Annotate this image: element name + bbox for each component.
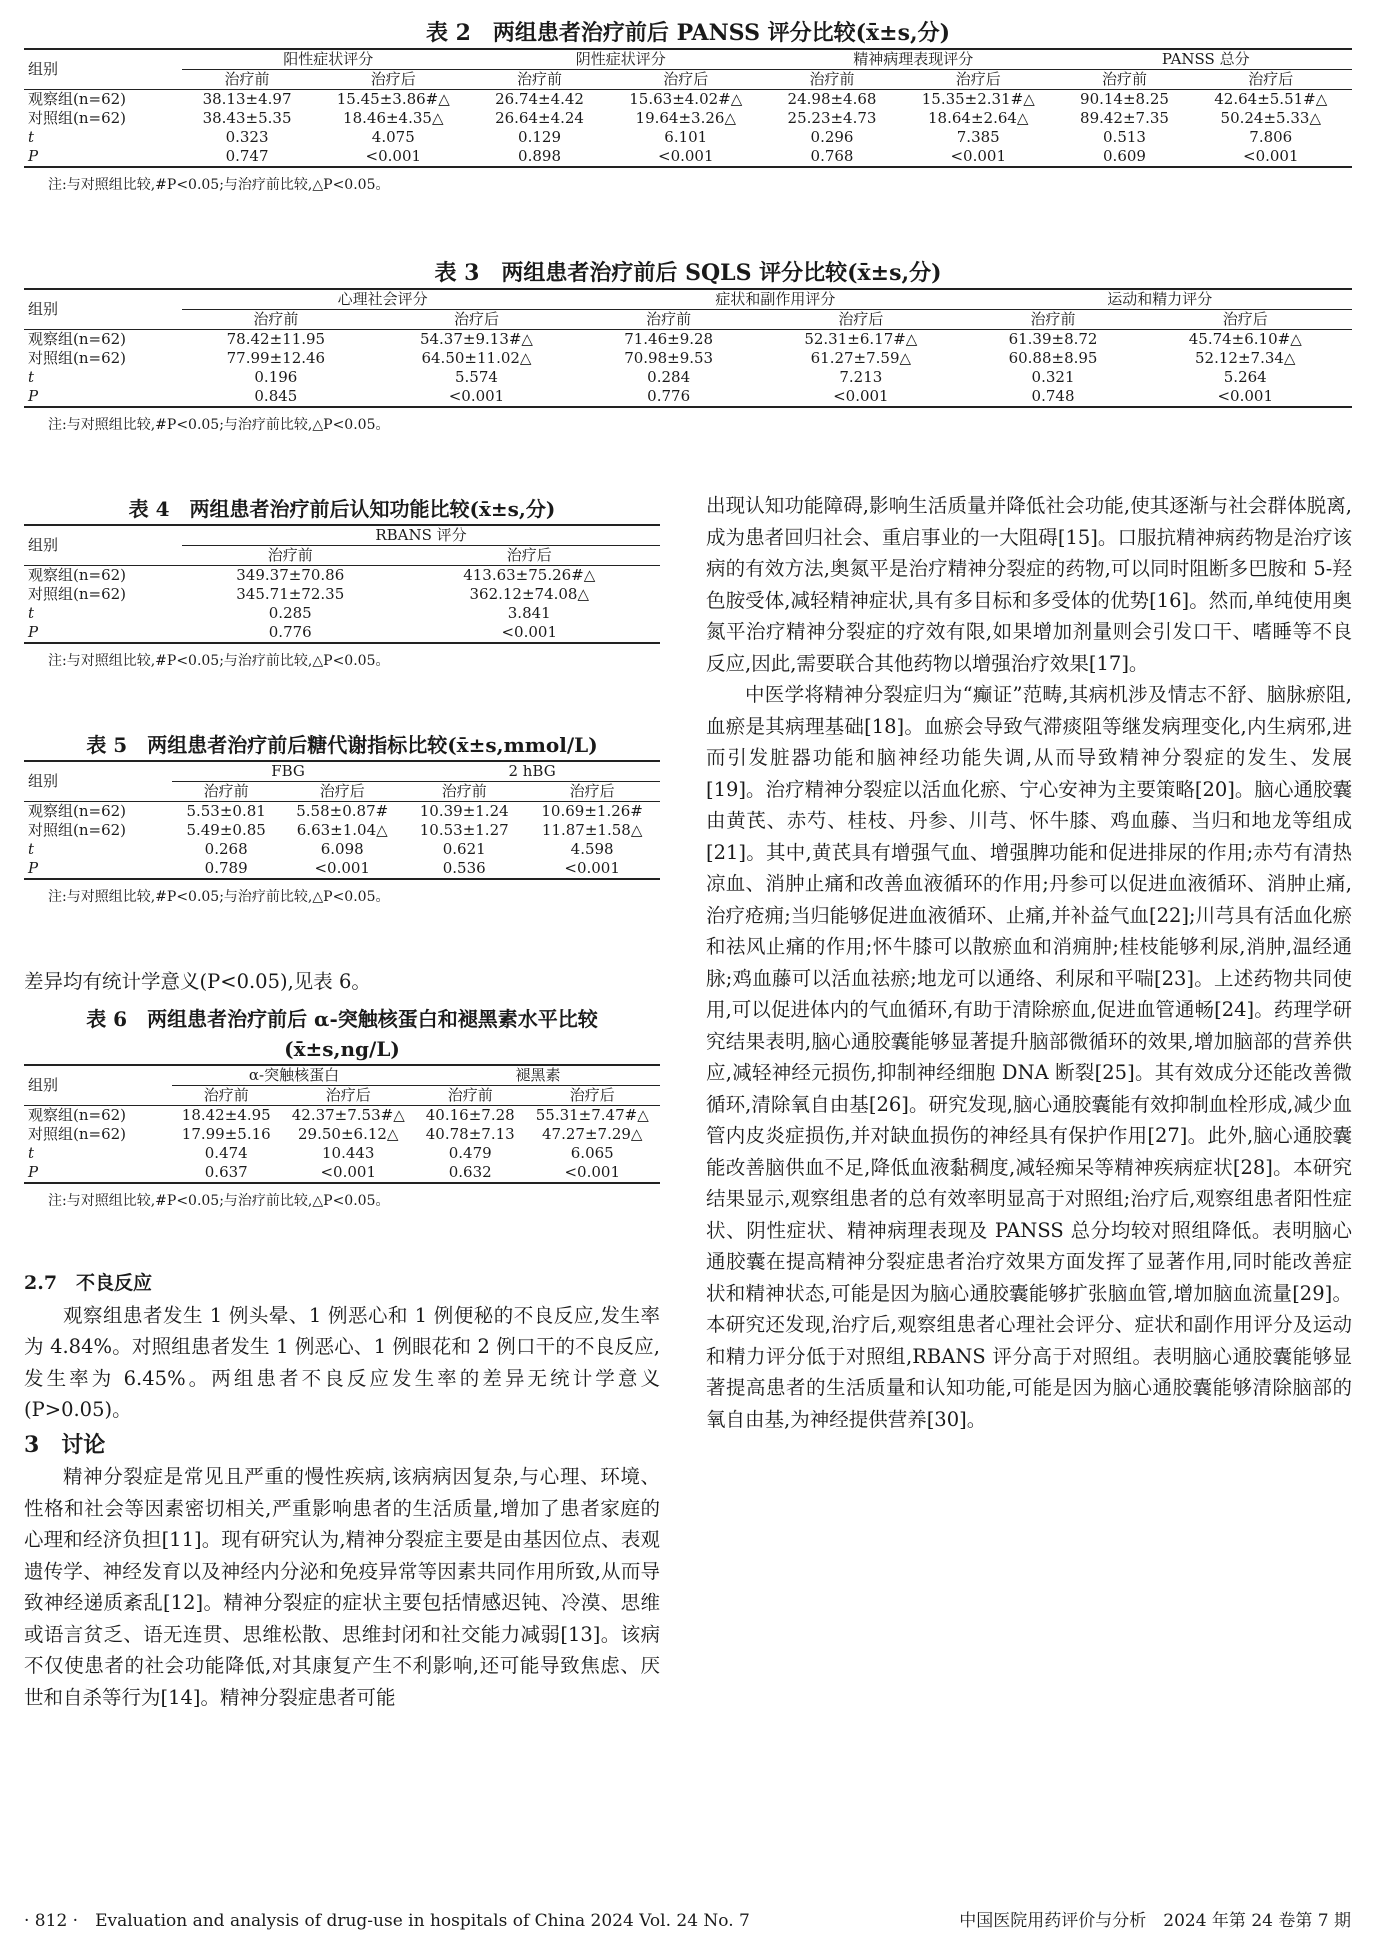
cell: 15.63±4.02#△	[605, 90, 767, 110]
cell: 40.78±7.13	[425, 1125, 515, 1143]
cell: 19.64±3.26△	[635, 109, 736, 127]
cell: 0.285	[268, 604, 312, 622]
cell: <0.001	[1190, 147, 1352, 167]
cell: 52.31±6.17#△	[754, 330, 967, 350]
cell: 349.37±70.86	[182, 566, 399, 586]
cell: 0.768	[767, 147, 897, 167]
table-row	[24, 1106, 660, 1126]
cell: 0.609	[1059, 147, 1189, 167]
col-group-header: 阴性症状评分	[474, 49, 766, 70]
row-label: P	[24, 859, 172, 879]
row-label: 对照组(n=62)	[28, 109, 127, 127]
row-label: t	[28, 368, 35, 386]
table-row	[24, 623, 660, 643]
table-3-caption: 表 3 两组患者治疗前后 SQLS 评分比较(x̄±s,分)	[434, 260, 942, 286]
row-label: 观察组(n=62)	[24, 1106, 172, 1126]
table-row	[24, 802, 660, 822]
cell: 345.71±72.35	[236, 585, 345, 603]
cell: 0.474	[204, 1144, 248, 1162]
cell: 18.46±4.35△	[343, 109, 444, 127]
row-label: 观察组(n=62)	[24, 566, 182, 586]
table-6	[24, 1004, 660, 1210]
cell: 61.27±7.59△	[810, 349, 912, 367]
col-group-header: RBANS 评分	[182, 525, 660, 546]
table-6-caption: 表 6 两组患者治疗前后 α-突触核蛋白和褪黑素水平比较	[86, 1007, 598, 1031]
col-group-header: 阳性症状评分	[182, 49, 474, 70]
cell: 17.99±5.16	[181, 1125, 271, 1143]
cell: 18.42±4.95	[172, 1106, 281, 1126]
cell: 7.806	[1249, 128, 1293, 146]
cell: 6.63±1.04△	[296, 821, 388, 839]
table-row	[24, 1163, 660, 1183]
cell: 362.12±74.08△	[469, 585, 590, 603]
row-label: 观察组(n=62)	[24, 802, 172, 822]
col-sub-header: 治疗前	[1101, 70, 1147, 88]
col-sub-header: 治疗前	[253, 310, 299, 328]
col-group-header: PANSS 总分	[1059, 49, 1352, 70]
cell: 0.637	[172, 1163, 281, 1183]
cell: 50.24±5.33△	[1220, 109, 1321, 127]
page-footer-left: · 812 · Evaluation and analysis of drug-use in hospitals of China 2024 Vol. 24 No. 7	[24, 1911, 750, 1931]
page-footer-right: 中国医院用药评价与分析 2024 年第 24 卷第 7 期	[959, 1911, 1351, 1931]
cell: 0.621	[442, 840, 486, 858]
left-body	[24, 1262, 660, 1713]
col-sub-header: 治疗前	[224, 70, 270, 88]
table-2-caption: 表 2 两组患者治疗前后 PANSS 评分比较(x̄±s,分)	[425, 20, 951, 46]
paragraph: 中医学将精神分裂症归为“癫证”范畴,其病机涉及情志不舒、脑脉瘀阻,血瘀是其病理基础[18]。血瘀会导致气滞痰阻等继发病理变化,内生病邪,进而引发脏器功能和脑神经功能失调,从而导致精神分裂症的发生、发展[19]。治疗精神分裂症以活血化瘀、宁心安神为主要策略[20]。脑心通胶囊由黄芪、赤芍、桂枝、丹参、川芎、怀牛膝、鸡血藤、当归和地龙等组成[21]。其中,黄芪具有增强气血、增强脾功能和促进排尿的作用;赤芍有清热凉血、消肿止痛和改善血液循环的作用;丹参可以促进血液循环、消肿止痛,治疗疮痈;当归能够促进血液循环、止痛,并补益气血[22];川芎具有活血化瘀和祛风止痛的作用;怀牛膝可以散瘀血和消痈肿;桂枝能够利尿,消肿,温经通脉;鸡血藤可以活血祛瘀;地龙可以通络、利尿和平喘[23]。上述药物共同使用,可以促进体内的气血循环,有助于清除瘀血,促进血管通畅[24]。药理学研究结果表明,脑心通胶囊能够显著提升脑部微循环的效果,增加脑部的营养供应,减轻神经元损伤,抑制神经细胞 DNA 断裂[25]。其有效成分还能改善微循环,清除氧自由基[26]。研究发现,脑心通胶囊能有效抑制血栓形成,减少血管内皮炎症损伤,并对缺血损伤的神经具有保护作用[27]。此外,脑心通胶囊能改善脑供血不足,降低血液黏稠度,减轻痴呆等精神疾病症状[28]。本研究结果显示,观察组患者的总有效率明显高于对照组;治疗后,观察组患者阳性症状、阴性症状、精神病理表现及 PANSS 总分均较对照组降低。表明脑心通胶囊在提高精神分裂症患者治疗效果方面发挥了显著作用,同时能改善症状和精神状态,可能是因为脑心通胶囊能够扩张脑血管,增加脑血流量[29]。本研究还发现,治疗后,观察组患者心理社会评分、症状和副作用评分及运动和精力评分低于对照组,RBANS 评分高于对照组。表明脑心通胶囊能够显著提高患者的生活质量和认知功能,可能是因为脑心通胶囊能够清除脑部的氧自由基,为神经提供营养[30]。	[706, 683, 1352, 1431]
table-note: 注:与对照组比较,#P<0.05;与治疗前比较,△P<0.05。	[48, 653, 390, 669]
col-sub-header: 治疗前	[517, 70, 563, 88]
cell: <0.001	[281, 1163, 416, 1183]
col-sub-header: 治疗前	[441, 782, 487, 800]
cell: 0.632	[416, 1163, 525, 1183]
col-header-group: 组别	[24, 289, 182, 330]
cell: 10.443	[321, 1144, 375, 1162]
cell: 10.53±1.27	[419, 821, 509, 839]
table-row	[24, 330, 1352, 350]
cell: <0.001	[897, 147, 1059, 167]
row-label: 对照组(n=62)	[28, 1125, 127, 1143]
col-group-header: 褪黑素	[416, 1065, 660, 1086]
col-sub-header: 治疗后	[955, 70, 1001, 88]
table-4-caption: 表 4 两组患者治疗前后认知功能比较(x̄±s,分)	[128, 497, 556, 521]
cell: 0.536	[404, 859, 524, 879]
table-row	[24, 109, 1352, 128]
cell: 64.50±11.02△	[421, 349, 532, 367]
row-label: P	[24, 387, 182, 407]
table-row	[24, 90, 1352, 110]
cell: 7.213	[839, 368, 883, 386]
cell: 15.45±3.86#△	[312, 90, 474, 110]
cell: 0.776	[583, 387, 754, 407]
col-sub-header: 治疗后	[319, 782, 365, 800]
cell: 38.43±5.35	[202, 109, 292, 127]
col-sub-header: 治疗后	[370, 70, 416, 88]
cell: <0.001	[1139, 387, 1353, 407]
row-label: 对照组(n=62)	[28, 821, 127, 839]
col-header-group: 组别	[24, 525, 182, 566]
cell: 10.39±1.24	[404, 802, 524, 822]
table-2	[24, 18, 1352, 194]
col-sub-header: 治疗前	[267, 546, 313, 564]
table-row	[24, 821, 660, 840]
col-sub-header: 治疗后	[1248, 70, 1294, 88]
cell: 0.898	[474, 147, 604, 167]
cell: 0.268	[204, 840, 248, 858]
col-header-group: 组别	[24, 761, 172, 802]
cell: 4.598	[570, 840, 614, 858]
right-body	[706, 490, 1352, 1435]
col-sub-header: 治疗后	[506, 546, 552, 564]
cell: <0.001	[754, 387, 967, 407]
col-sub-header: 治疗前	[809, 70, 855, 88]
cell: 26.64±4.24	[495, 109, 584, 127]
cell: 29.50±6.12△	[298, 1125, 399, 1143]
cell: 5.574	[454, 368, 498, 386]
cell: 4.075	[371, 128, 415, 146]
cell: 0.479	[448, 1144, 492, 1162]
table-2-grid	[24, 48, 1352, 168]
col-sub-header: 治疗前	[1030, 310, 1076, 328]
cell: <0.001	[399, 623, 661, 643]
left-continuation	[24, 966, 660, 998]
col-group-header: FBG	[172, 761, 404, 782]
col-group-header: 精神病理表现评分	[767, 49, 1059, 70]
cell: 42.64±5.51#△	[1190, 90, 1352, 110]
col-sub-header: 治疗后	[453, 310, 499, 328]
table-row	[24, 368, 1352, 387]
cell: 42.37±7.53#△	[281, 1106, 416, 1126]
table-row	[24, 387, 1352, 407]
cell: 0.776	[182, 623, 399, 643]
cell: 0.296	[810, 128, 854, 146]
table-note: 注:与对照组比较,#P<0.05;与治疗前比较,△P<0.05。	[48, 417, 390, 433]
cell: 0.129	[518, 128, 561, 146]
cell: 10.69±1.26#	[524, 802, 660, 822]
cell: 61.39±8.72	[968, 330, 1139, 350]
cell: 77.99±12.46	[226, 349, 326, 367]
col-sub-header: 治疗前	[447, 1086, 493, 1104]
cell: 0.748	[968, 387, 1139, 407]
cell: 0.845	[182, 387, 370, 407]
cell: 55.31±7.47#△	[524, 1106, 660, 1126]
cell: 7.385	[956, 128, 1000, 146]
col-sub-header: 治疗后	[838, 310, 884, 328]
cell: 6.101	[664, 128, 708, 146]
cell: <0.001	[280, 859, 404, 879]
cell: 60.88±8.95	[1008, 349, 1098, 367]
col-group-header: 2 hBG	[404, 761, 660, 782]
col-group-header: 心理社会评分	[182, 289, 583, 310]
cell: 71.46±9.28	[583, 330, 754, 350]
row-label: P	[24, 1163, 172, 1183]
col-group-header: α-突触核蛋白	[172, 1065, 416, 1086]
paragraph: 精神分裂症是常见且严重的慢性疾病,该病病因复杂,与心理、环境、性格和社会等因素密切相关,严重影响患者的生活质量,增加了患者家庭的心理和经济负担[11]。现有研究认为,精神分裂症主要是由基因位点、表观遗传学、神经发育以及神经内分泌和免疫异常等因素共同作用所致,从而导致神经递质紊乱[12]。精神分裂症的症状主要包括情感迟钝、冷漠、思维或语言贫乏、语无连贯、思维松散、思维封闭和社交能力减弱[13]。该病不仅使患者的社会功能降低,对其康复产生不利影响,还可能导致焦虑、厌世和自杀等行为[14]。精神分裂症患者可能	[24, 1465, 660, 1709]
cell: 24.98±4.68	[767, 90, 897, 110]
row-label: 对照组(n=62)	[28, 349, 127, 367]
cell: <0.001	[370, 387, 583, 407]
cell: 0.196	[254, 368, 298, 386]
table-6-caption-unit: (x̄±s,ng/L)	[284, 1037, 400, 1061]
table-row	[24, 585, 660, 604]
col-header-group: 组别	[24, 49, 182, 90]
paragraph: 差异均有统计学意义(P<0.05),见表 6。	[24, 970, 371, 993]
table-row	[24, 604, 660, 623]
table-5-caption: 表 5 两组患者治疗前后糖代谢指标比较(x̄±s,mmol/L)	[86, 733, 598, 757]
cell: 5.58±0.87#	[280, 802, 404, 822]
cell: 38.13±4.97	[182, 90, 312, 110]
cell: 45.74±6.10#△	[1139, 330, 1353, 350]
paragraph: 观察组患者发生 1 例头晕、1 例恶心和 1 例便秘的不良反应,发生率为 4.84%。对照组患者发生 1 例恶心、1 例眼花和 2 例口干的不良反应,发生率为 6.45%。两组患者不良反应发生率的差异无统计学意义(P>0.05)。	[24, 1303, 660, 1421]
cell: 40.16±7.28	[416, 1106, 525, 1126]
cell: 78.42±11.95	[182, 330, 370, 350]
cell: <0.001	[605, 147, 767, 167]
col-group-header: 运动和精力评分	[968, 289, 1352, 310]
row-label: t	[28, 128, 35, 146]
cell: 47.27±7.29△	[542, 1125, 643, 1143]
cell: 11.87±1.58△	[541, 821, 643, 839]
table-row	[24, 128, 1352, 147]
cell: 0.513	[1103, 128, 1146, 146]
table-row	[24, 349, 1352, 368]
table-row	[24, 1125, 660, 1144]
table-4	[24, 494, 660, 670]
cell: <0.001	[312, 147, 474, 167]
table-4-grid	[24, 524, 660, 644]
cell: <0.001	[524, 859, 660, 879]
cell: 70.98±9.53	[624, 349, 714, 367]
section-heading-2-7: 2.7 不良反应	[24, 1272, 153, 1294]
col-sub-header: 治疗后	[569, 782, 615, 800]
table-3	[24, 258, 1352, 434]
cell: 0.323	[225, 128, 269, 146]
row-label: t	[28, 604, 35, 622]
col-sub-header: 治疗后	[1222, 310, 1268, 328]
table-row	[24, 147, 1352, 167]
cell: 0.321	[1031, 368, 1075, 386]
col-sub-header: 治疗前	[646, 310, 692, 328]
col-sub-header: 治疗后	[569, 1086, 615, 1104]
cell: 18.64±2.64△	[928, 109, 1029, 127]
row-label: 观察组(n=62)	[24, 330, 182, 350]
col-sub-header: 治疗后	[663, 70, 709, 88]
section-heading-3: 3 讨论	[24, 1431, 106, 1458]
table-3-grid	[24, 288, 1352, 408]
cell: 5.49±0.85	[186, 821, 266, 839]
paragraph: 出现认知功能障碍,影响生活质量并降低社会功能,使其逐渐与社会群体脱离,成为患者回归社会、重启事业的一大阻碍[15]。口服抗精神病药物是治疗该病的有效方法,奥氮平是治疗精神分裂症的药物,可以同时阻断多巴胺和 5-羟色胺受体,减轻精神症状,具有多目标和多受体的优势[16]。然而,单纯使用奥氮平治疗精神分裂症的疗效有限,如果增加剂量则会引发口干、嗜睡等不良反应,因此,需要联合其他药物以增强治疗效果[17]。	[706, 494, 1352, 675]
row-label: 观察组(n=62)	[24, 90, 182, 110]
row-label: P	[24, 147, 182, 167]
cell: 89.42±7.35	[1080, 109, 1169, 127]
table-row	[24, 1144, 660, 1163]
cell: <0.001	[524, 1163, 660, 1183]
table-note: 注:与对照组比较,#P<0.05;与治疗前比较,△P<0.05。	[48, 177, 390, 193]
col-sub-header: 治疗前	[203, 782, 249, 800]
col-sub-header: 治疗后	[325, 1086, 371, 1104]
cell: 6.098	[320, 840, 364, 858]
table-row	[24, 840, 660, 859]
cell: 0.284	[647, 368, 691, 386]
cell: 26.74±4.42	[474, 90, 604, 110]
cell: 54.37±9.13#△	[370, 330, 583, 350]
row-label: t	[28, 840, 35, 858]
cell: 15.35±2.31#△	[897, 90, 1059, 110]
table-row	[24, 566, 660, 586]
cell: 90.14±8.25	[1059, 90, 1189, 110]
cell: 413.63±75.26#△	[399, 566, 661, 586]
col-group-header: 症状和副作用评分	[583, 289, 967, 310]
col-sub-header: 治疗前	[203, 1086, 249, 1104]
cell: 0.789	[172, 859, 280, 879]
cell: 3.841	[507, 604, 551, 622]
table-note: 注:与对照组比较,#P<0.05;与治疗前比较,△P<0.05。	[48, 889, 390, 905]
cell: 25.23±4.73	[787, 109, 877, 127]
table-note: 注:与对照组比较,#P<0.05;与治疗前比较,△P<0.05。	[48, 1193, 390, 1209]
cell: 5.53±0.81	[172, 802, 280, 822]
cell: 6.065	[570, 1144, 614, 1162]
table-5	[24, 730, 660, 906]
cell: 5.264	[1223, 368, 1267, 386]
table-6-grid	[24, 1064, 660, 1184]
row-label: t	[28, 1144, 35, 1162]
table-5-grid	[24, 760, 660, 880]
cell: 0.747	[182, 147, 312, 167]
row-label: P	[24, 623, 182, 643]
table-row	[24, 859, 660, 879]
col-header-group: 组别	[24, 1065, 172, 1106]
row-label: 对照组(n=62)	[28, 585, 127, 603]
cell: 52.12±7.34△	[1195, 349, 1296, 367]
